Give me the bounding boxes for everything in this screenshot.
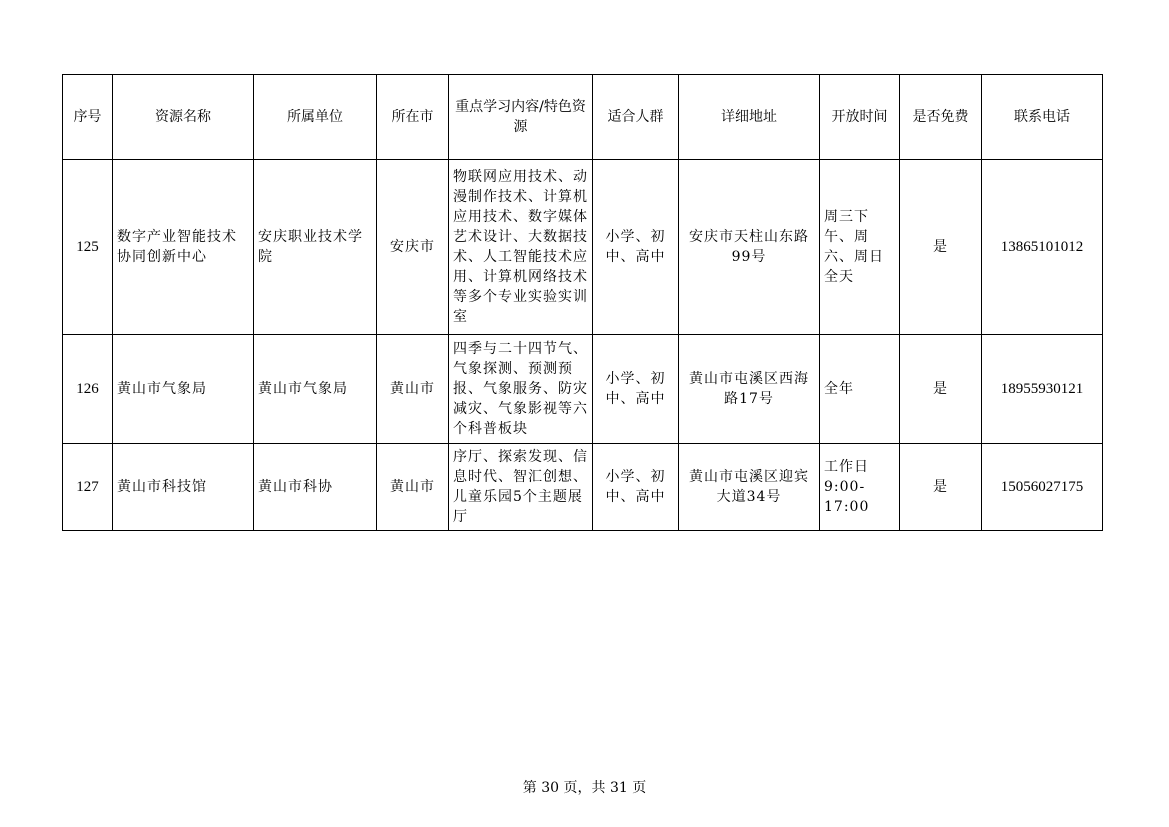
cell-phone: 18955930121 <box>982 335 1103 444</box>
cell-no: 127 <box>63 444 113 531</box>
header-phone: 联系电话 <box>982 75 1103 160</box>
header-content: 重点学习内容/特色资源 <box>449 75 593 160</box>
cell-content: 四季与二十四节气、气象探测、预测预报、气象服务、防灾减灾、气象影视等六个科普板块 <box>449 335 593 444</box>
header-free: 是否免费 <box>900 75 982 160</box>
cell-city: 黄山市 <box>377 335 449 444</box>
cell-audience: 小学、初中、高中 <box>593 160 679 335</box>
cell-name: 数字产业智能技术协同创新中心 <box>113 160 254 335</box>
cell-name: 黄山市气象局 <box>113 335 254 444</box>
table-row <box>63 444 1103 531</box>
table-row <box>63 335 1103 444</box>
cell-audience: 小学、初中、高中 <box>593 335 679 444</box>
cell-address: 黄山市屯溪区西海路17号 <box>679 335 820 444</box>
header-address: 详细地址 <box>679 75 820 160</box>
cell-audience: 小学、初中、高中 <box>593 444 679 531</box>
cell-city: 安庆市 <box>377 160 449 335</box>
cell-unit: 安庆职业技术学院 <box>254 160 377 335</box>
header-audience: 适合人群 <box>593 75 679 160</box>
header-row <box>63 75 1103 160</box>
cell-phone: 13865101012 <box>982 160 1103 335</box>
cell-no: 126 <box>63 335 113 444</box>
header-hours: 开放时间 <box>820 75 900 160</box>
resource-table <box>62 74 1103 531</box>
cell-unit: 黄山市气象局 <box>254 335 377 444</box>
cell-free: 是 <box>900 335 982 444</box>
cell-hours: 全年 <box>820 335 900 444</box>
header-name: 资源名称 <box>113 75 254 160</box>
cell-phone: 15056027175 <box>982 444 1103 531</box>
cell-city: 黄山市 <box>377 444 449 531</box>
cell-hours: 工作日9:00-17:00 <box>820 444 900 531</box>
cell-content: 物联网应用技术、动漫制作技术、计算机应用技术、数字媒体艺术设计、大数据技术、人工智能技术应用、计算机网络技术等多个专业实验实训室 <box>449 160 593 335</box>
cell-address: 安庆市天柱山东路99号 <box>679 160 820 335</box>
page-number: 第 30 页，共 31 页 <box>522 780 647 796</box>
cell-unit: 黄山市科协 <box>254 444 377 531</box>
table-row <box>63 160 1103 335</box>
cell-name: 黄山市科技馆 <box>113 444 254 531</box>
cell-hours: 周三下午、周六、周日全天 <box>820 160 900 335</box>
cell-free: 是 <box>900 160 982 335</box>
header-unit: 所属单位 <box>254 75 377 160</box>
header-no: 序号 <box>63 75 113 160</box>
cell-content: 序厅、探索发现、信息时代、智汇创想、儿童乐园5个主题展厅 <box>449 444 593 531</box>
cell-no: 125 <box>63 160 113 335</box>
cell-address: 黄山市屯溪区迎宾大道34号 <box>679 444 820 531</box>
header-city: 所在市 <box>377 75 449 160</box>
cell-free: 是 <box>900 444 982 531</box>
